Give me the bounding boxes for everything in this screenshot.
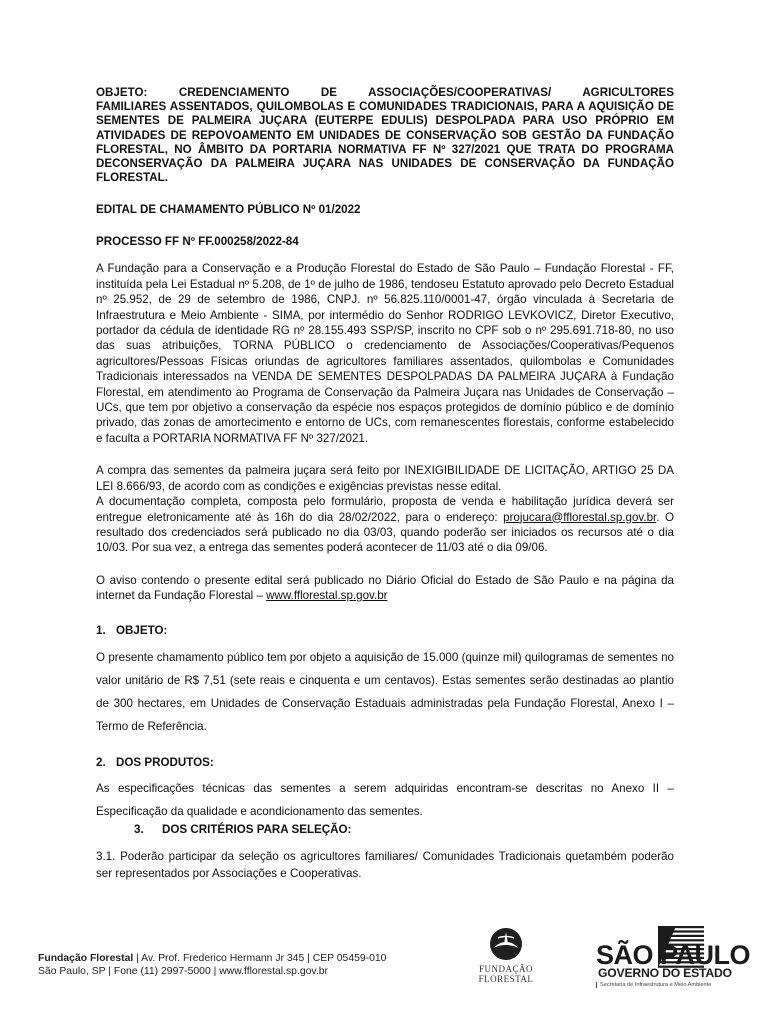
objeto-title-line1: OBJETO: CREDENCIAMENTO DE ASSOCIAÇÕES/COOPERATIVAS/ AGRICULTORES [96, 86, 674, 99]
compra-paragraph: A compra das sementes da palmeira juçara será feito por INEXIGIBILIDADE DE LICITAÇÃO, ARTIGO 25 DA LEI 8.666/93, de acordo com as condições e exigências previstas nesse edital. [96, 464, 674, 493]
website-link[interactable]: www.fflorestal.sp.gov.br [266, 589, 388, 603]
sp-government-subtitle: GOVERNO DO ESTADO [598, 966, 732, 980]
section-1-number: 1. [96, 623, 106, 637]
footer-line-2: São Paulo, SP | Fone (11) 2997-5000 | www.fflorestal.sp.gov.br [38, 966, 328, 977]
section-1-title: OBJETO: [116, 623, 168, 637]
section-2-title: DOS PRODUTOS: [116, 755, 214, 769]
section-3-body: 3.1. Poderão participar da seleção os agricultores familiares/ Comunidades Tradicionais quetambém poderão ser representados por Associações e Cooperativas. [96, 849, 674, 880]
aviso-text: O aviso contendo o presente edital será publicado no Diário Oficial do Estado de São Paulo e na página da internet da Fundação Florestal – [96, 573, 674, 603]
document-page [96, 86, 674, 882]
aviso-paragraph [96, 573, 674, 604]
section-3-number: 3. [134, 822, 144, 836]
section-1-heading [96, 624, 674, 637]
section-2-heading [96, 756, 674, 769]
fundacao-florestal-logo-text: FUNDAÇÃO FLORESTAL [478, 964, 534, 984]
documentacao-paragraph [96, 494, 674, 556]
email-link[interactable]: projucara@fflorestal.sp.gov.br [503, 510, 657, 524]
section-2-body: As especificações técnicas das sementes a serem adquiridas encontram-se descritas no Anexo II – Especificação da qualidade e acondicionamento das sementes. [96, 781, 674, 818]
footer-address [38, 952, 386, 978]
documentacao-text-before: A documentação completa, composta pelo formulário, proposta de venda e habilitação jurídica deverá ser entregue eletronicamente até às 16h do dia 28/02/2022, para o endereço: [96, 495, 674, 524]
objeto-title-rest: FAMILIARES ASSENTADOS, QUILOMBOLAS E COMUNIDADES TRADICIONAIS, PARA A AQUISIÇÃO DE SEMENTES DE PALMEIRA JUÇARA (EUTERPE EDULIS) DESPOLPADA PARA USO PRÓPRIO EM ATIVIDADES DE REPOVOAMENTO EM UNIDADES DE CONSERVAÇÃO SOB GESTÃO DA FUNDAÇÃO FLORESTAL, NO ÂMBITO DA PORTARIA NORMATIVA FF Nº 327/2021 QUE TRATA DO PROGRAMA DECONSERVAÇÃO DA PALMEIRA JUÇARA NAS UNIDADES DE CONSERVAÇÃO DA FUNDAÇÃO FLORESTAL. [96, 100, 674, 185]
processo-heading: PROCESSO FF Nº FF.000258/2022-84 [96, 235, 299, 249]
footer-org-name: Fundação Florestal [38, 953, 134, 964]
footer-line-1 [38, 952, 386, 965]
footer-address-line1: | Av. Prof. Frederico Hermann Jr 345 | CEP 05459-010 [133, 953, 387, 964]
section-2-number: 2. [96, 755, 106, 769]
edital-heading: EDITAL DE CHAMAMENTO PÚBLICO Nº 01/2022 [96, 203, 361, 217]
section-3-title: DOS CRITÉRIOS PARA SELEÇÃO: [162, 822, 352, 836]
sp-secretaria-text: Secretaria de Infraestrutura e Meio Ambiente [596, 982, 711, 988]
objeto-title [96, 86, 674, 185]
intro-paragraph: A Fundação para a Conservação e a Produção Florestal do Estado de São Paulo – Fundação Florestal - FF, instituída pela Lei Estadual nº 5.208, de 1º de julho de 1986, tendoseu Estatuto aprovado pelo Decreto Estadual nº 25.952, de 29 de setembro de 1986, CNPJ. nº 56.825.110/0001-47, órgão vinculada à Secretaria de Infraestrutura e Meio Ambiente - SIMA, por intermédio do Senhor RODRIGO LEVKOVICZ, Diretor Executivo, portador da cédula de identidade RG nº 28.155.493 SSP/SP, inscrito no CPF sob o nº 295.691.718-80, no uso das suas atribuições, TORNA PÚBLICO o credenciamento de Associações/Cooperativas/Pequenos agricultores/Pessoas Físicas oriundas de agricultores familiares assentados, quilombolas e Comunidades Tradicionais interessados na VENDA DE SEMENTES DESPOLPADAS DA PALMEIRA JUÇARA à Fundação Florestal, em atendimento ao Programa de Conservação da Palmeira Juçara nas Unidades de Conservação – UCs, que tem por objetivo a conservação da espécie nos espaços protegidos de domínio público e de domínio privado, das zonas de amortecimento e entorno de UCs, com remanescentes florestais, conforme estabelecido e faculta a PORTARIA NORMATIVA FF Nº 327/2021. [96, 262, 674, 445]
sp-government-title: SÃO PAULO [596, 940, 751, 970]
documentacao-text-after: . O resultado dos credenciados será publicado no dia 03/03, quando poderão ser iniciados os recursos até o dia 10/03. Por sua vez, a entrega das sementes poderá acontecer de 11/03 até o dia 09/06. [96, 510, 674, 555]
section-3-heading [96, 823, 674, 836]
section-1-body: O presente chamamento público tem por objeto a aquisição de 15.000 (quinze mil) quilogramas de sementes no valor unitário de R$ 7,51 (sete reais e cinquenta e um centavos). Estas sementes serão destinadas ao plantio de 300 hectares, em Unidades de Conservação Estaduais administradas pela Fundação Florestal, Anexo I – Termo de Referência. [96, 650, 674, 733]
